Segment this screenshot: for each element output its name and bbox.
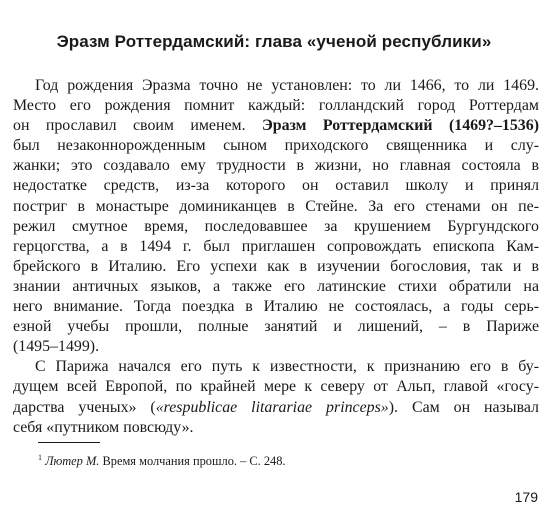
text-line: режил смутное время, последовавшее за крушением Бургундского <box>13 217 539 235</box>
text-line: герцогства, а в 1494 г. был приглашен сопровождать епископа Кам- <box>13 237 539 255</box>
page-number: 179 <box>514 489 538 505</box>
text-line: (1495–1499). <box>13 338 100 356</box>
text-line: постриг в монастыре доминиканцев в Стейне. За его стенами он пе- <box>13 197 539 215</box>
chapter-heading: Эразм Роттердамский: глава «ученой республики» <box>56 32 492 51</box>
footnote-text: Время молчания прошло. – С. 248. <box>99 454 286 468</box>
body-text <box>13 76 539 438</box>
text-line: С Парижа начался его путь к известности, к признанию его в бу- <box>35 358 539 376</box>
text-line: Место его рождения помнит каждый: голландский город Роттердам <box>13 97 539 115</box>
paragraph-1 <box>13 76 539 357</box>
text-line: него внимание. Тогда поездка в Италию не состоялась, а годы серь- <box>13 298 539 316</box>
footnote-marker: 1 <box>38 453 42 462</box>
text-line: был незаконнорожденным сыном приходского священника и слу- <box>13 137 539 155</box>
text-line: брейского в Италию. Его успехи как в изучении богословия, так и в <box>13 257 539 275</box>
text-line: Год рождения Эразма точно не установлен: то ли 1466, то ли 1469. <box>35 77 539 94</box>
footnote-divider <box>38 442 100 443</box>
text-line: жанки; это создавало ему трудности в жизни, но главная состояла в <box>13 157 539 175</box>
text-fragment: дарства ученых» ( <box>13 398 156 416</box>
paragraph-2 <box>13 357 539 437</box>
text-line: езной учебы прошли, полные занятий и лишений, – в Париже <box>13 318 539 336</box>
latin-phrase: «respublicae litarariae princeps» <box>155 398 389 416</box>
text-line <box>13 116 539 136</box>
footnote-author: Лютер М. <box>45 454 100 468</box>
text-fragment: он прославил своим именем. <box>13 117 262 135</box>
text-line: дущем всей Европой, по крайней мере к северу от Альп, главой «госу- <box>13 378 539 396</box>
text-line <box>13 398 539 418</box>
footnote <box>38 454 286 469</box>
bold-name-dates: Эразм Роттердамский (1469?–1536) <box>261 117 539 135</box>
text-line: знании античных языков, а также его латинские стихи обратили на <box>13 277 539 295</box>
text-line: себя «путником повсюду». <box>13 418 194 436</box>
text-line: недостатке средств, из-за которого он оставил школу и принял <box>13 177 539 195</box>
text-fragment: ). Сам он называл <box>388 398 539 416</box>
